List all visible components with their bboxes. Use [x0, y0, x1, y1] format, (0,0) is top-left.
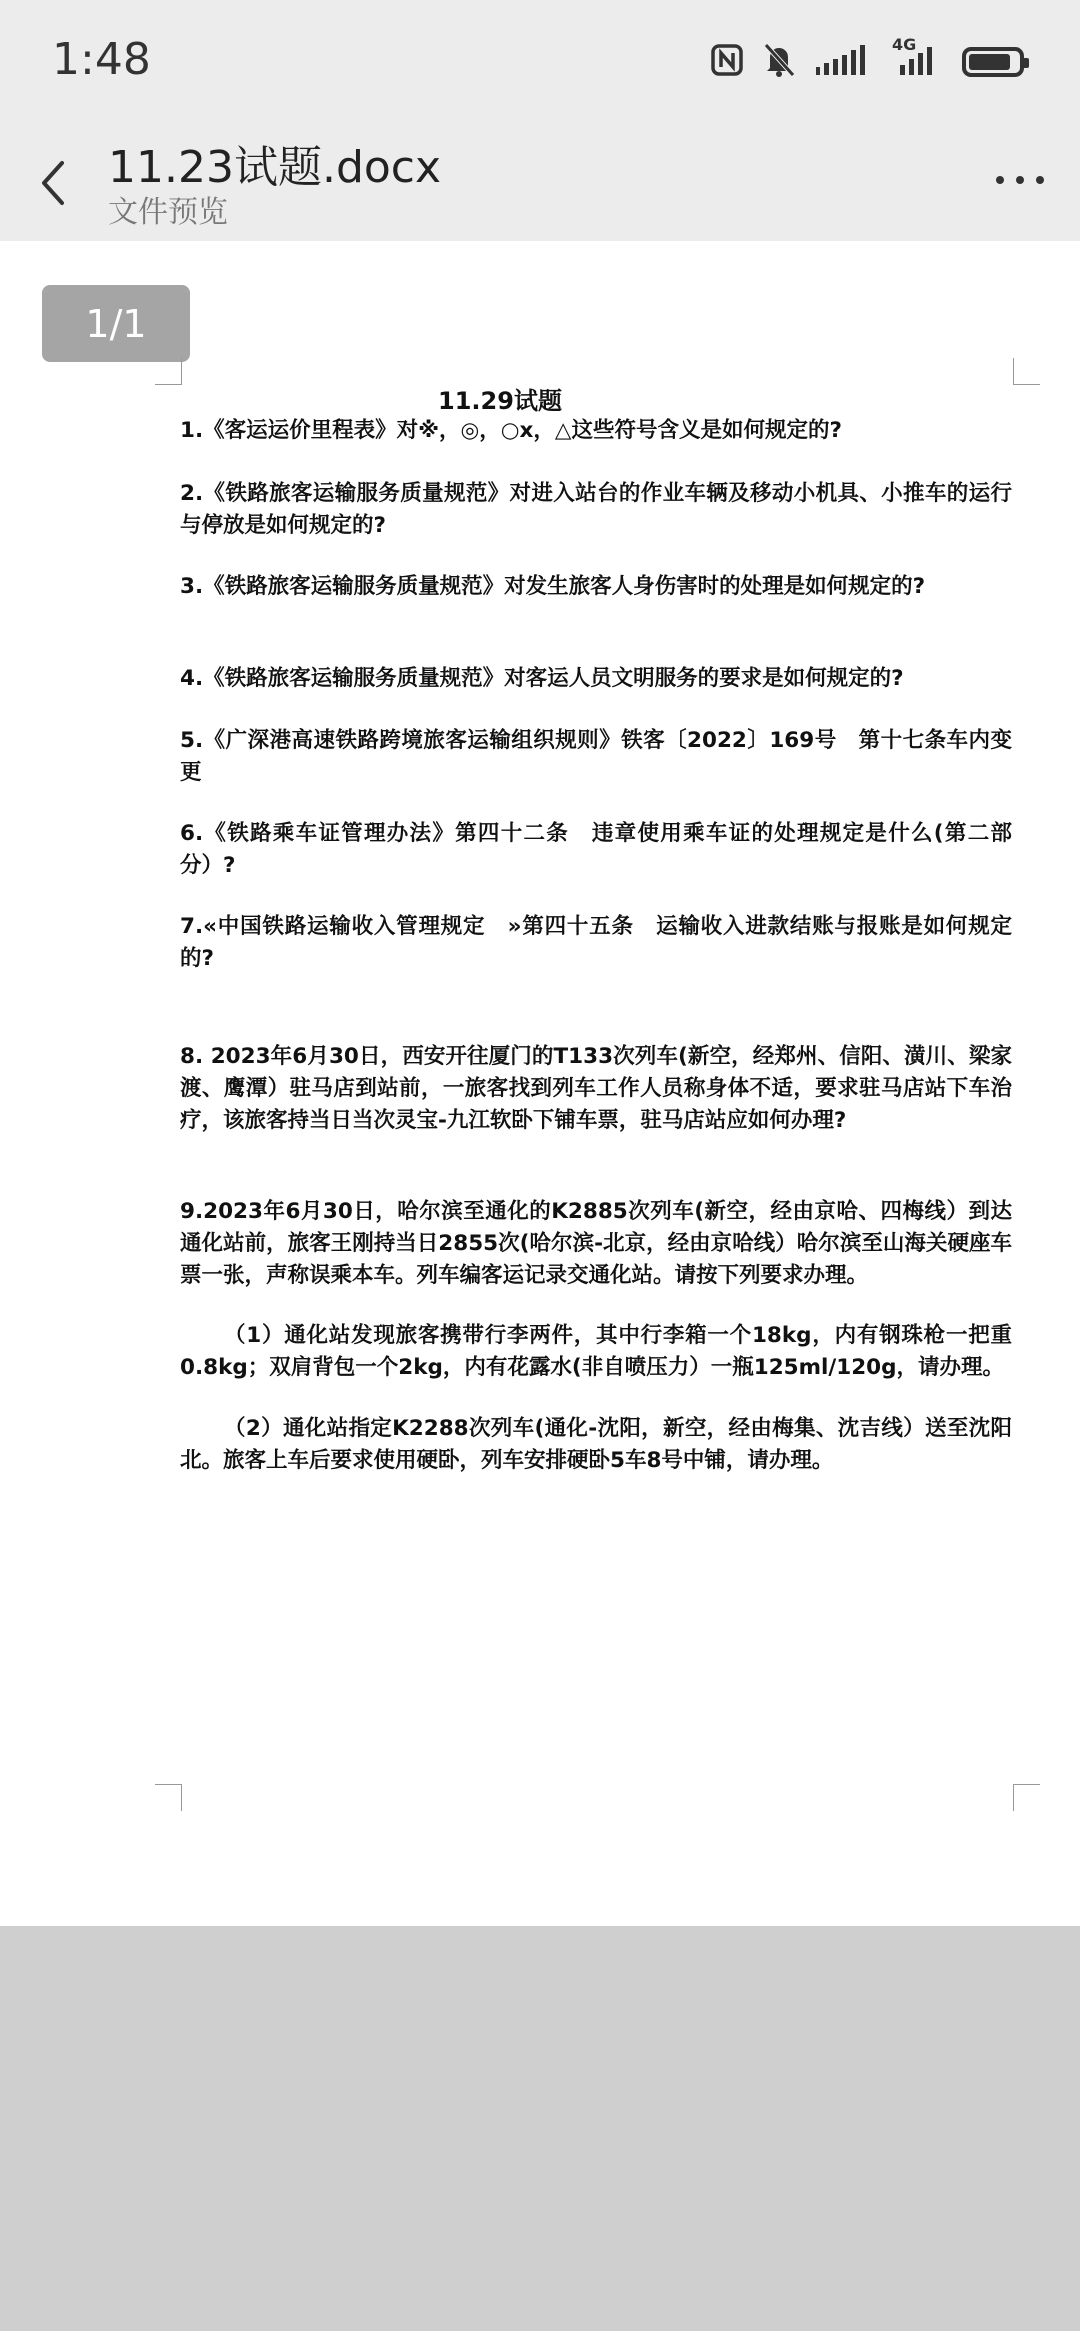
nfc-icon — [710, 43, 744, 81]
status-bar — [0, 0, 1080, 125]
app-bar — [0, 125, 1080, 241]
network-type-label: 4G — [892, 35, 917, 54]
page-corner-mark — [1013, 1784, 1040, 1811]
document-heading: 11.29试题 — [438, 387, 562, 415]
page-corner-mark — [155, 358, 182, 385]
battery-icon — [962, 47, 1024, 77]
question-3: 3.《铁路旅客运输服务质量规范》对发生旅客人身伤害时的处理是如何规定的? — [180, 574, 926, 599]
signal-icon — [814, 43, 874, 81]
question-9-sub-1: （1）通化站发现旅客携带行李两件，其中行李箱一个18kg，内有钢珠枪一把重0.8kg；双肩背包一个2kg，内有花露水(非自喷压力）一瓶125ml/120g，请办理。 — [180, 1323, 1012, 1380]
question-2: 2.《铁路旅客运输服务质量规范》对进入站台的作业车辆及移动小机具、小推车的运行与停放是如何规定的? — [180, 481, 1012, 538]
back-button[interactable] — [30, 145, 100, 215]
page-corner-mark — [1013, 358, 1040, 385]
question-7: 7.«中国铁路运输收入管理规定 »第四十五条 运输收入进款结账与报账是如何规定的? — [180, 914, 1012, 971]
question-6: 6.《铁路乘车证管理办法》第四十二条 违章使用乘车证的处理规定是什么(第二部分）? — [180, 821, 1012, 878]
question-5: 5.《广深港高速铁路跨境旅客运输组织规则》铁客〔2022〕169号 第十七条车内变更 — [180, 728, 1012, 785]
question-9-sub-2: （2）通化站指定K2288次列车(通化-沈阳，新空，经由梅集、沈吉线）送至沈阳北。旅客上车后要求使用硬卧，列车安排硬卧5车8号中铺，请办理。 — [180, 1416, 1012, 1473]
viewer-background — [0, 1926, 1080, 2331]
page-indicator: 1/1 — [42, 285, 190, 362]
question-9: 9.2023年6月30日，哈尔滨至通化的K2885次列车(新空，经由京哈、四梅线）到达通化站前，旅客王刚持当日2855次(哈尔滨-北京，经由京哈线）哈尔滨至山海关硬座车票一张，声称误乘本车。列车编客运记录交通化站。请按下列要求办理。 — [180, 1199, 1012, 1288]
page-corner-mark — [155, 1784, 182, 1811]
file-title: 11.23试题.docx — [108, 142, 442, 193]
question-8: 8. 2023年6月30日，西安开往厦门的T133次列车(新空，经郑州、信阳、潢川、梁家渡、鹰潭）驻马店到站前，一旅客找到列车工作人员称身体不适，要求驻马店站下车治疗，该旅客持当日当次灵宝-九江软卧下铺车票，驻马店站应如何办理? — [180, 1044, 1012, 1133]
signal-4g-icon — [892, 35, 944, 81]
question-4: 4.《铁路旅客运输服务质量规范》对客运人员文明服务的要求是如何规定的? — [180, 666, 904, 691]
question-1: 1.《客运运价里程表》对※，◎，○x，△这些符号含义是如何规定的? — [180, 418, 842, 443]
more-icon — [990, 155, 1050, 205]
back-arrow-icon — [30, 145, 100, 215]
status-icons — [710, 35, 1024, 82]
document-viewer[interactable] — [0, 241, 1080, 1926]
more-options-button[interactable] — [990, 155, 1050, 205]
mute-icon — [762, 42, 796, 82]
status-time: 1:48 — [52, 34, 151, 85]
file-subtitle: 文件预览 — [108, 195, 228, 230]
